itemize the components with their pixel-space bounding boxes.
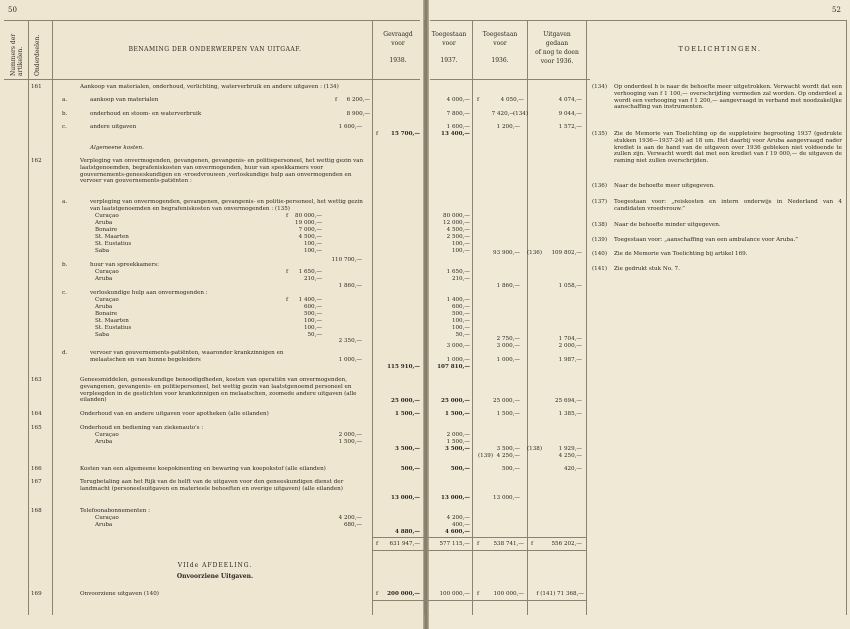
amount-1937: 100,— <box>451 318 470 324</box>
amount-1937: 4 200,— <box>446 515 470 521</box>
amount-1937: 12 000,— <box>443 220 470 226</box>
amount: 1 000,— <box>338 357 362 363</box>
header-nummers: Nummers der artikelen. <box>10 33 24 76</box>
note-text: Toegestaan voor: „reiskosten en intern onderwijs in Nederland van 4 candidaten vroedvrouw.” <box>614 199 842 212</box>
row-text: Onvoorziene uitgaven (140) <box>80 591 159 597</box>
place: Bonaire <box>95 227 118 233</box>
total-1938: 1 500,— <box>394 411 420 417</box>
amount: 1 650,— <box>298 269 322 275</box>
spent-1936: 1 987,— <box>558 357 582 363</box>
currency: f <box>335 97 338 103</box>
total-1938: 115 910,— <box>387 364 420 370</box>
note-number: (141) <box>592 266 608 272</box>
amount-1937: 1 500,— <box>444 411 470 417</box>
sub-label: a. <box>62 199 68 205</box>
amount: 80 000,— <box>295 213 322 219</box>
total-1937: 107 810,— <box>437 364 470 370</box>
amount-1936: 100 000,— <box>493 591 524 597</box>
total-1938: 200 000,— <box>387 591 420 597</box>
amount-1936: 25 000,— <box>493 398 520 404</box>
right-page-number: 52 <box>832 6 841 14</box>
section-subtitle: Onvoorziene Uitgaven. <box>176 573 254 580</box>
amount-1936: 3 500,— <box>496 446 520 452</box>
note-number: (135) <box>592 131 608 137</box>
note-text: Naar de behoefte minder uitgegeven. <box>614 222 721 228</box>
row-text: verpleging van onvermogenden, gevangenen, gevangenis- en politie-personeel, het wettig gezin van laatstgenoemden en begrafeniskosten van onvermogenden : (135) <box>90 199 363 212</box>
currency: f <box>531 541 534 547</box>
header-benaming: BENAMING DER ONDERWERPEN VAN UITGAAF. <box>128 46 302 53</box>
note-ref: (138) <box>527 446 543 452</box>
place: Saba <box>95 332 110 338</box>
spent-1936: 1 572,— <box>558 124 582 130</box>
header-toelichtingen: TOELICHTINGEN. <box>678 45 762 53</box>
spent-1936: 4 074,— <box>558 97 582 103</box>
header-gevraagd: Gevraagd voor 1938. <box>383 31 413 64</box>
amount: 100,— <box>303 318 322 324</box>
amount-1936: 2 750,— <box>496 336 520 342</box>
header-uitgaven-1936: Uitgaven gedaan of nog te doen voor 1936. <box>535 31 579 65</box>
amount-1937: 1 650,— <box>446 269 470 275</box>
amount-1936: 7 420,— <box>491 111 515 117</box>
row-text: Geneesmiddelen, geneeskundige benoodigdheden, kosten van operatiën van onvermogenden, gevangenen, gevangenis- en politiepersoneel, het wettig gezin van laatstgenoemd personeel en verpleegden in de gestichten voor krankzinnigen en melaatschen, zoomede andere uitgaven (alle eilanden) <box>80 377 357 404</box>
amount: 2 000,— <box>338 432 362 438</box>
currency: f <box>376 131 379 137</box>
amount: 6 200,— <box>346 97 370 103</box>
note-ref: (134) <box>513 111 529 117</box>
grand-total-1937: 577 115,— <box>439 541 470 547</box>
note-number: (137) <box>592 199 608 205</box>
amount-1937: 1 600,— <box>446 124 470 130</box>
amount: 4 200,— <box>338 515 362 521</box>
amount: 100,— <box>303 325 322 331</box>
total-1938: 500,— <box>400 466 420 472</box>
place: Saba <box>95 248 110 254</box>
left-page <box>0 0 424 629</box>
currency: f <box>477 97 480 103</box>
note-number: (140) <box>592 251 608 257</box>
spent-1936: 2 000,— <box>558 343 582 349</box>
sub-label: b. <box>62 111 68 117</box>
article-number: 161 <box>31 84 42 90</box>
article-number: 162 <box>31 158 42 164</box>
amount-1937: 100,— <box>451 241 470 247</box>
place: Aruba <box>95 522 113 528</box>
amount-1937: 100 000,— <box>439 591 470 597</box>
header-onderdeelen: Onderdeelen. <box>34 34 41 76</box>
subtotal-c: 2 350,— <box>338 338 362 344</box>
header-toegestaan-1937: Toegestaan voor 1937. <box>431 31 467 64</box>
total-1938: 4 880,— <box>394 529 420 535</box>
section-title: VIIde AFDEELING. <box>177 562 253 569</box>
place: St. Maarten <box>95 234 129 240</box>
sub-label: a. <box>62 97 68 103</box>
amount: 19 000,— <box>295 220 322 226</box>
amount: 100,— <box>303 241 322 247</box>
spent-1936: 1 929,— <box>558 446 582 452</box>
amount-1936: 1 500,— <box>496 411 520 417</box>
amount: 1 500,— <box>338 439 362 445</box>
place: St. Eustatius <box>95 241 132 247</box>
header-toegestaan-1936: Toegestaan voor 1936. <box>482 31 518 64</box>
total-1938: 25 000,— <box>391 398 420 404</box>
row-text: huur van spreekkamers: <box>90 262 160 268</box>
currency: f <box>477 541 480 547</box>
place: Bonaire <box>95 311 118 317</box>
subtotal-a: 110 700,— <box>331 257 362 263</box>
amount-1936: 3 000,— <box>496 343 520 349</box>
row-text: vervoer van gouvernements-patiënten, waaronder krankzinnigen en melaatschen en van hunne begeleiders <box>90 350 284 363</box>
amount-1936: 93 900,— <box>493 250 520 256</box>
amount-1937: 4 000,— <box>446 97 470 103</box>
total-1937: 3 500,— <box>444 446 470 452</box>
amount-1937: 80 000,— <box>443 213 470 219</box>
left-page-number: 50 <box>8 6 17 14</box>
note-number: (136) <box>592 183 608 189</box>
note-text: Naar de behoefte meer uitgegeven. <box>614 183 715 189</box>
amount-1936: 13 000,— <box>493 495 520 501</box>
total-1938: 15 700,— <box>391 131 420 137</box>
grand-total-1938: 631 947,— <box>389 541 420 547</box>
spent-1936: 109 802,— <box>551 250 582 256</box>
note-text: Zie de Memorie van Toelichting bij artikel 169. <box>614 251 748 257</box>
grand-total-1936: 538 741,— <box>493 541 524 547</box>
note-ref: (139) <box>478 453 494 459</box>
place: Curaçao <box>95 213 119 219</box>
place: St. Eustatius <box>95 325 132 331</box>
note-number: (134) <box>592 84 608 90</box>
amount-1937: 50,— <box>455 332 470 338</box>
amount-1937: 100,— <box>451 325 470 331</box>
amount-1937: 100,— <box>451 248 470 254</box>
currency: f <box>376 541 379 547</box>
spent-1936: 1 385,— <box>558 411 582 417</box>
row-text: Onderhoud en bediening van ziekenauto's : <box>80 425 204 431</box>
spent-1936: 1 704,— <box>558 336 582 342</box>
amount-1937: 1 500,— <box>446 439 470 445</box>
amount-1937: 210,— <box>451 276 470 282</box>
total-1937: 13 400,— <box>441 131 470 137</box>
note-text: Op onderdeel b is naar de behoefte meer uitgetrokken. Verwacht wordt dat een verhooging van f 1 100,— overschrijding vermeden zal worden. Op onderdeel a wordt een verhooging van f 1 200,— aangevraagd in verband met noodzakelijke aanschaffing van instrumenten. <box>614 84 842 111</box>
note-text: Zie de Memorie van Toelichting op de suppletoire begrooting 1937 (gedrukte stukken 1936—1937-24) ad 18 um. Het daarbij voor Aruba aangevraagd nader krediet is aan de hand van de uitgaven over 1936 gebleken niet voldoende te zullen zijn. Verwacht wordt dat met een krediet van f 19 000,— de uitgaven de raming niet zullen overschrijden. <box>614 131 842 165</box>
amount-1937: 3 000,— <box>446 343 470 349</box>
row-text: Onderhoud van en andere uitgaven voor apotheken (alle eilanden) <box>80 411 269 417</box>
amount-1937: 2 000,— <box>446 432 470 438</box>
amount-1937: 4 500,— <box>446 227 470 233</box>
row-text: Terugbetaling aan het Rijk van de helft van de uitgaven voor den geneeskundigen dienst der landmacht (personeelsuitgaven en materieele behoeften en overige uitgaven) (alle eilanden) <box>80 479 344 492</box>
amount-1937: 25 000,— <box>441 398 470 404</box>
amount-1937: 1 400,— <box>446 297 470 303</box>
spent-1936: 25 694,— <box>555 398 582 404</box>
place: Aruba <box>95 220 113 226</box>
place: Curaçao <box>95 297 119 303</box>
section-heading: Algemeene kosten. <box>90 145 144 151</box>
article-number: 168 <box>31 508 42 514</box>
row-text: Aankoop van materialen, onderhoud, verlichting, waterverbruik en andere uitgaven : (134) <box>80 84 339 90</box>
subtotal-b: 1 860,— <box>338 283 362 289</box>
amount-1937: 400,— <box>451 522 470 528</box>
place: St. Maarten <box>95 318 129 324</box>
spent-1936: 420,— <box>563 466 582 472</box>
amount: 4 500,— <box>298 234 322 240</box>
amount: 7 000,— <box>298 227 322 233</box>
total-1938: 13 000,— <box>391 495 420 501</box>
spent-1936: 4 250,— <box>558 453 582 459</box>
place: Curaçao <box>95 432 119 438</box>
place: Aruba <box>95 276 113 282</box>
total-1937: 4 600,— <box>444 529 470 535</box>
sub-label: c. <box>62 124 67 130</box>
amount: 1 600,— <box>338 124 362 130</box>
amount-1937: 600,— <box>451 304 470 310</box>
article-number: 166 <box>31 466 42 472</box>
place: Aruba <box>95 304 113 310</box>
article-number: 167 <box>31 479 42 485</box>
amount-1937: 7 800,— <box>446 111 470 117</box>
amount: 50,— <box>307 332 322 338</box>
spent-1936: 9 044,— <box>558 111 582 117</box>
amount: 680,— <box>343 522 362 528</box>
row-text: Kosten van een algemeene koepokinenting en bewaring van koepokstof (alle eilanden) <box>80 466 326 472</box>
grand-total-spent: 556 202,— <box>551 541 582 547</box>
row-text: andere uitgaven <box>90 124 137 130</box>
total-1938: 3 500,— <box>394 446 420 452</box>
amount-1936: 1 000,— <box>496 357 520 363</box>
row-text: Verpleging van onvermogenden, gevangenen, gevangenis- en politiepersoneel, het wettig gezin van laatstgenoemden, begrafeniskosten van onvermogenden, huur van speekkamers voor gouvernements-geneeskundigen en -vroedvrouwen ,verloskundige hulp aan onvermogenden en vervoer van gouvernements-patiënten : <box>80 158 364 185</box>
spent-1936: 1 058,— <box>558 283 582 289</box>
article-number: 169 <box>31 591 42 597</box>
amount: 1 400,— <box>298 297 322 303</box>
amount-1936: 4 050,— <box>500 97 524 103</box>
note-number: (139) <box>592 237 608 243</box>
amount-1936: 1 860,— <box>496 283 520 289</box>
note-text: Toegestaan voor: „aanschaffing van een ambulance voor Aruba.” <box>614 237 798 243</box>
spent-1936: f (141) 71 368,— <box>536 591 584 597</box>
amount-1936: 4 250,— <box>496 453 520 459</box>
article-number: 165 <box>31 425 42 431</box>
amount-1937: 13 000,— <box>441 495 470 501</box>
article-number: 163 <box>31 377 42 383</box>
note-number: (138) <box>592 222 608 228</box>
amount: 500,— <box>303 311 322 317</box>
place: Curaçao <box>95 269 119 275</box>
amount-1937: 500,— <box>451 311 470 317</box>
amount-1936: 500,— <box>501 466 520 472</box>
amount-1937: 500,— <box>450 466 470 472</box>
place: Curaçao <box>95 515 119 521</box>
row-text: verloskundige hulp aan onvermogenden : <box>90 290 208 296</box>
note-ref: (136) <box>527 250 543 256</box>
ledger-spread: 50 52 Nummers der artikelen. Onderdeelen. BENAMING DER ONDERWERPEN VAN UITGAAF. Gevraagd voor 1938. Toegestaan voor 1937. Toegestaan voor 1936. Uitgaven gedaan of nog te doen voor 1936. TOELICHTINGEN. 161 Aankoop van materialen, onderhoud, verlichting, waterverbruik en andere uitgaven : (134) a. aankoop van materialen f 6 200,— 4 000,— f 4 050,— 4 074,— b. onderhoud en stoom- en waterverbruik 8 900,— 7 800,— 7 420,— (134) 9 044,— c. andere uitgaven 1 600,— f 15 700,— 1 600,— 13 400,— 1 200,— 1 572,— Algemeene kosten. 162 Verpleging van onvermogenden, gevangenen, gevangenis- en politiepersoneel, het wettig gezin van laatstgenoemden, begrafeniskosten van onvermogenden, huur van speekkamers voor gouvernements-geneeskundigen en -vroedvrouwen ,verloskundige hulp aan onvermogenden en vervoer van gouvernements-patiënten : a. verpleging van onvermogenden, gevangenen, gevangenis- en politie-personeel, het wettig gezin van laatstgenoemden en begrafeniskosten van onvermogenden : (135) 110 700,— 93 900,— (136) 109 802,— b. huur van spreekkamers: 1 860,— 1 860,— 1 058,— c. verloskundige hulp aan onvermogenden : 2 350,— 3 000,— 2 750,— 3 000,— 1 704,— 2 000,— d. vervoer van gouvernements-patiënten, waaronder krankzinnigen en melaatschen en van hunne begeleiders 1 000,— 115 910,— 1 000,— 107 810,— 1 000,— 1 987,— 163 Geneesmiddelen, geneeskundige benoodigdheden, kosten van operatiën van onvermogenden, gevangenen, gevangenis- en politiepersoneel, het wettig gezin van laatstgenoemd personeel en verpleegden in de gestichten voor krankzinnigen en melaatschen, zoomede andere uitgaven (alle eilanden) 25 000,— 25 000,— 25 000,— 25 694,— 164 Onderhoud van en andere uitgaven voor apotheken (alle eilanden) 1 500,— 1 500,— 1 500,— 1 385,— 165 Onderhoud en bediening van ziekenauto's : Curaçao Aruba 2 000,— 1 500,— 3 500,— 2 000,— 1 500,— 3 500,— 3 500,— 4 250,— (138) (139) 1 929,— 4 250,— 166 Kosten van een algemeene koepokinenting en bewaring van koepokstof (alle eilanden) 500,— 500,— 500,— 420,— 167 Terugbetaling aan het Rijk van de helft van de uitgaven voor den geneeskundigen dienst der landmacht (personeelsuitgaven en materieele behoeften en overige uitgaven) (alle eilanden) 13 000,— 13 000,— 13 000,— 168 Telefoonabonnementen : Curaçao Aruba 4 200,— 680,— 4 880,— 4 200,— 400,— 4 600,— f 631 947,— 577 115,— f 538 741,— f 556 202,— VIIde AFDEELING. Onvoorziene Uitgaven. 169 Onvoorziene uitgaven (140) f 200 000,— 100 000,— f 100 000,— f (141) 71 368,— Curaçao 80 000,— 80 000,— Aruba 19 000,— 12 000,— Bonaire 7 000,— 4 500,— St. Maarten 4 500,— 2 500,— St. Eustatius 100,— 100,— Saba 100,— 100,— Curaçao 1 650,— 1 650,— Aruba 210,— 210,— Curaçao 1 400,— 1 400,— Aruba 600,— 600,— Bonaire 500,— 500,— St. Maarten 100,— 100,— St. Eustatius 100,— 100,— Saba 50,— 50,— f f f (134) Op onderdeel b is naar de behoefte meer uitgetrokken. Verwacht wordt dat een verhooging van f 1 100,— overschrijding vermeden zal worden. Op onderdeel a wordt een verhooging van f 1 200,— aangevraagd in verband met noodzakelijke aanschaffing van instrumenten. (135) Zie de Memorie van Toelichting op de suppletoire begrooting 1937 (gedrukte stukken 1936—1937-24) ad 18 um. Het daarbij voor Aruba aangevraagd nader krediet is aan de hand van de uitgaven over 1936 gebleken niet voldoende te zullen zijn. Verwacht wordt dat met een krediet van f 19 000,— de uitgaven de raming niet zullen overschrijden. (136) Naar de behoefte meer uitgegeven. (137) Toegestaan voor: „reiskosten en intern onderwijs in Nederland van 4 candidaten vroedvrouw.” (138) Naar de behoefte minder uitgegeven. (139) Toegestaan voor: „aanschaffing van een ambulance voor Aruba.” (140) Zie de Memorie van Toelichting bij artikel 169. (141) Zie gedrukt stuk No. 7. <box>0 0 850 629</box>
row-text: onderhoud en stoom- en waterverbruik <box>90 111 202 117</box>
amount-1936: 1 200,— <box>496 124 520 130</box>
article-number: 164 <box>31 411 42 417</box>
amount: 100,— <box>303 248 322 254</box>
amount-1937: 1 000,— <box>446 357 470 363</box>
note-text: Zie gedrukt stuk No. 7. <box>614 266 680 272</box>
row-text: aankoop van materialen <box>90 97 159 103</box>
place: Aruba <box>95 439 113 445</box>
amount: 8 900,— <box>346 111 370 117</box>
amount: 210,— <box>303 276 322 282</box>
amount-1937: 2 500,— <box>446 234 470 240</box>
amount: 600,— <box>303 304 322 310</box>
row-text: Telefoonabonnementen : <box>80 508 150 514</box>
